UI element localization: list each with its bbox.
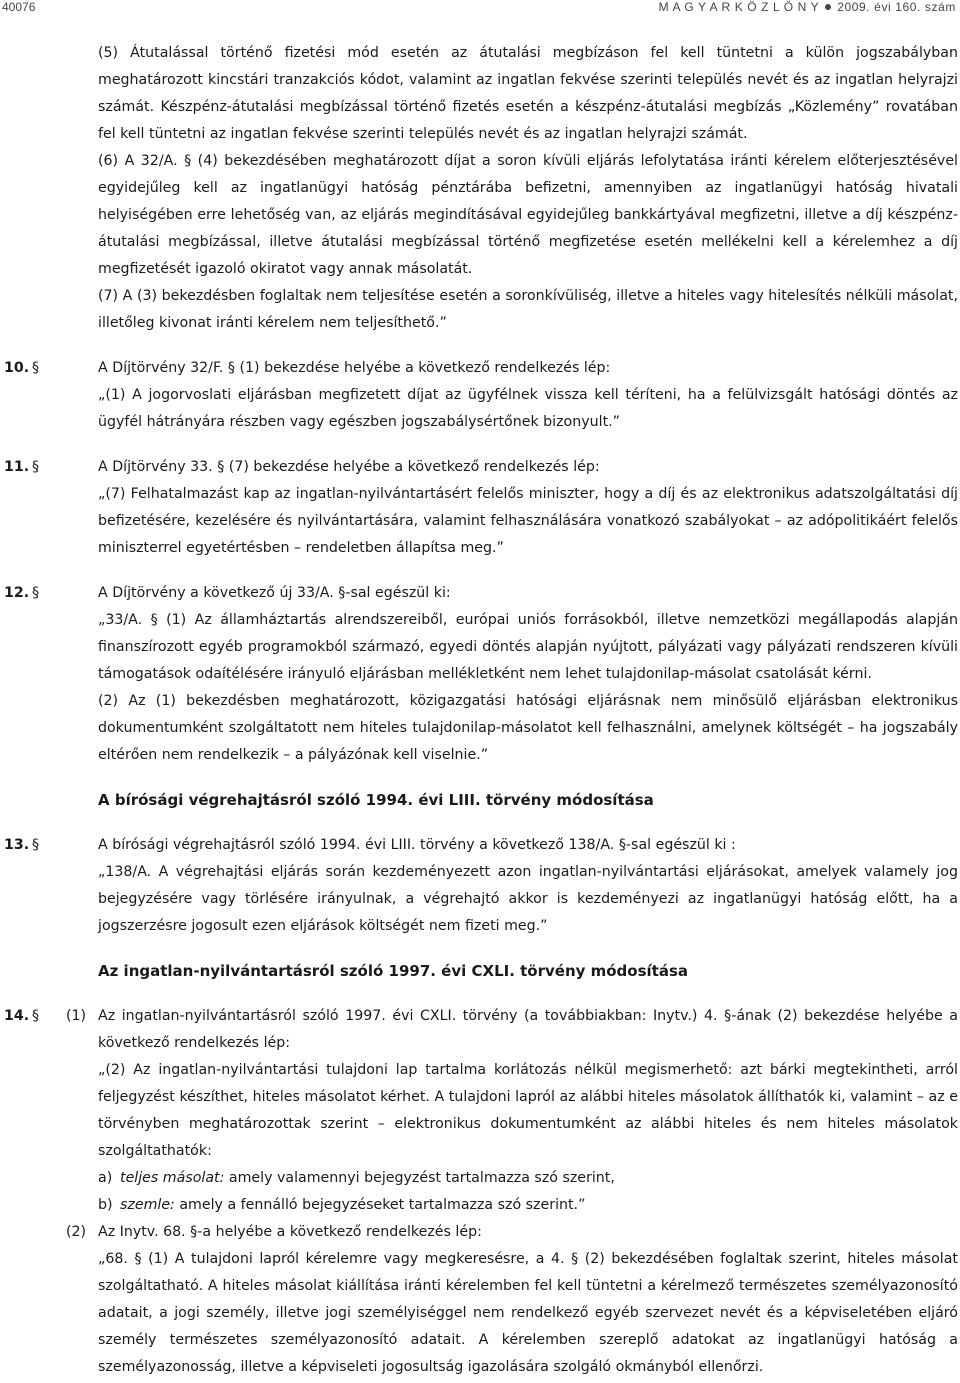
page-number: 40076 bbox=[2, 0, 36, 14]
section-lead: A Díjtörvény 32/F. § (1) bekezdése helyébe a következő rendelkezés lép: bbox=[98, 360, 611, 376]
issue-label: 2009. évi 160. szám bbox=[837, 0, 956, 14]
point-b bbox=[0, 1192, 960, 1219]
subsection-1 bbox=[0, 1003, 960, 1219]
section-lead: A Díjtörvény 33. § (7) bekezdése helyébe a következő rendelkezés lép: bbox=[98, 459, 600, 475]
section-12 bbox=[0, 580, 960, 769]
section-13 bbox=[0, 832, 960, 940]
paragraph-5: (5) Átutalással történő fizetési mód esetén az átutalási megbízáson fel kell tüntetni a külön jogszabályban meghatározott kincstári tranzakciós kódot, valamint az ingatlan fekvése szerinti település nevét és az ingatlan helyrajzi számát. Készpénz-átutalási megbízással történő fizetés esetén a készpénz-átutalási megbízás „Közlemény” rovatában fel kell tüntetni az ingatlan fekvése szerinti település nevét és az ingatlan helyrajzi számát. bbox=[98, 45, 958, 142]
bullet-icon bbox=[825, 4, 831, 10]
subsection-text: „(2) Az ingatlan-nyilvántartási tulajdoni lap tartalma korlátozás nélkül megismerhető: azt bárki megtekintheti, arról feljegyzést készíthet, hiteles másolatot kérhet. A tulajdoni lapról az alábbi hiteles másolatok állíthatók ki, valamint – az e törvényben meghatározottak szerint – elektronikus dokumentumként az alábbi hiteles és nem hiteles másolatok szolgáltathatók: bbox=[98, 1062, 958, 1159]
section-number: 14. bbox=[4, 1008, 30, 1024]
subsection-lead: Az ingatlan-nyilvántartásról szóló 1997. évi CXLI. törvény (a továbbiakban: Inytv.) 4. §-ának (2) bekezdése helyébe a következő rendelkezés lép: bbox=[98, 1008, 958, 1051]
subsection-text: „68. § (1) A tulajdoni lapról kérelemre vagy megkeresésre, a 4. § (2) bekezdésében foglaltak szerint, hiteles másolat szolgáltatható. A hiteles másolat kiállítása iránti kérelemben fel kell tüntetni a kérelmező természetes személyazonosító adatait, a jogi személy, illetve jogi személyiséggel nem rendelkező egyéb szervezet nevét és a képviseletében eljáró személy természetes személyazonosító adatait. A kérelemben szereplő adatokat az ingatlanügyi hatóság a személyazonosság, illetve a képviseleti jogosultság igazolására szolgáló okmányból ellenőrzi. bbox=[98, 1251, 958, 1375]
section-sign: § bbox=[32, 837, 40, 853]
chapter-heading: Az ingatlan-nyilvántartásról szóló 1997. évi CXLI. törvény módosítása bbox=[98, 962, 689, 980]
section-sign: § bbox=[32, 360, 40, 376]
chapter-heading: A bírósági végrehajtásról szóló 1994. évi LIII. törvény módosítása bbox=[98, 791, 654, 809]
section-number: 12. bbox=[4, 585, 30, 601]
section-number: 10. bbox=[4, 360, 30, 376]
section-text-2: (2) Az (1) bekezdésben meghatározott, közigazgatási hatósági eljárásnak nem minősülő eljárásban elektronikus dokumentumként szolgáltatott nem hiteles tulajdonilap-másolatot kell felhasználni, amelynek költségét – ha jogszabály eltérően nem rendelkezik – a pályázónak kell viselnie.” bbox=[98, 693, 958, 763]
point-label: b) bbox=[98, 1197, 113, 1213]
document-body bbox=[0, 40, 960, 1381]
section-lead: A bírósági végrehajtásról szóló 1994. évi LIII. törvény a következő 138/A. §-sal egészül ki : bbox=[98, 837, 736, 853]
section-text: „(1) A jogorvoslati eljárásban megfizetett díjat az ügyfélnek vissza kell téríteni, ha a felülvizsgált hatósági döntés az ügyfél hátrányára részben vagy egészben jogszabálysértőnek bizonyult.” bbox=[98, 387, 958, 430]
section-number: 13. bbox=[4, 837, 30, 853]
section-10 bbox=[0, 355, 960, 436]
subsection-lead: Az Inytv. 68. §-a helyébe a következő rendelkezés lép: bbox=[98, 1224, 482, 1240]
paragraph-7: (7) A (3) bekezdésben foglaltak nem teljesítése esetén a soronkívüliség, illetve a hiteles vagy hitelesítés nélküli másolat, illetőleg kivonat iránti kérelem nem teljesíthető.” bbox=[98, 288, 958, 331]
running-title bbox=[659, 0, 956, 14]
subsection-number: (2) bbox=[66, 1224, 87, 1240]
section-sign: § bbox=[32, 1008, 40, 1024]
point-a bbox=[0, 1165, 960, 1192]
section-lead: A Díjtörvény a következő új 33/A. §-sal egészül ki: bbox=[98, 585, 451, 601]
section-text: „138/A. A végrehajtási eljárás során kezdeményezett azon ingatlan-nyilvántartási eljárásokat, amelyek valamely jog bejegyzésére vagy törlésére irányulnak, a végrehajtó akkor is kezdeményezi az ingatlanügyi hatóság előtt, ha a jogszerzésre jogosult ezen eljárások költségét nem fizeti meg.” bbox=[98, 864, 958, 934]
point-text: amely a fennálló bejegyzéseket tartalmazza szó szerint.” bbox=[174, 1197, 586, 1213]
section-11 bbox=[0, 454, 960, 562]
point-text: amely valamennyi bejegyzést tartalmazza szó szerint, bbox=[224, 1170, 615, 1186]
section-number: 11. bbox=[4, 459, 30, 475]
point-term: szemle: bbox=[120, 1197, 175, 1213]
paragraph-6: (6) A 32/A. § (4) bekezdésében meghatározott díjat a soron kívüli eljárás lefolytatása iránti kérelem előterjesztésével egyidejűleg kell az ingatlanügyi hatóság pénztárába befizetni, amennyiben az ingatlanügyi hatóság hivatali helyiségében erre lehetőség van, az eljárás megindításával egyidejűleg bankkártyával megfizetni, illetve a díj készpénz-átutalási megbízással, illetve átutalási megbízással történő megfizetése esetén mellékelni kell a kérelemhez a díj megfizetését igazoló okiratot vagy annak másolatát. bbox=[98, 153, 958, 277]
subsection-number: (1) bbox=[66, 1008, 87, 1024]
section-14 bbox=[0, 1003, 960, 1381]
point-term: teljes másolat: bbox=[120, 1170, 225, 1186]
page-header bbox=[0, 0, 960, 18]
section-sign: § bbox=[32, 585, 40, 601]
point-label: a) bbox=[98, 1170, 113, 1186]
section-text: „(7) Felhatalmazást kap az ingatlan-nyilvántartásért felelős miniszter, hogy a díj és az elektronikus adatszolgáltatási díj befizetésére, kezelésére és nyilvántartására, valamint felhasználására vonatkozó szabályokat – az adópolitikáért felelős miniszterrel egyetértésben – rendeletben állapítsa meg.” bbox=[98, 486, 958, 556]
journal-name: M A G Y A R K Ö Z L Ö N Y bbox=[658, 0, 820, 14]
subsection-2 bbox=[0, 1219, 960, 1381]
section-text-1: „33/A. § (1) Az államháztartás alrendszereiből, európai uniós forrásokból, illetve nemzetközi megállapodás alapján finanszírozott egyéb programokból származó, egyedi döntés alapján nyújtott, pályázati vagy pályázati rendszeren kívüli támogatások odaítélésére irányuló eljárásban mellékletként nem lehet tulajdonilap-másolat csatolását kérni. bbox=[98, 612, 958, 682]
section-sign: § bbox=[32, 459, 40, 475]
